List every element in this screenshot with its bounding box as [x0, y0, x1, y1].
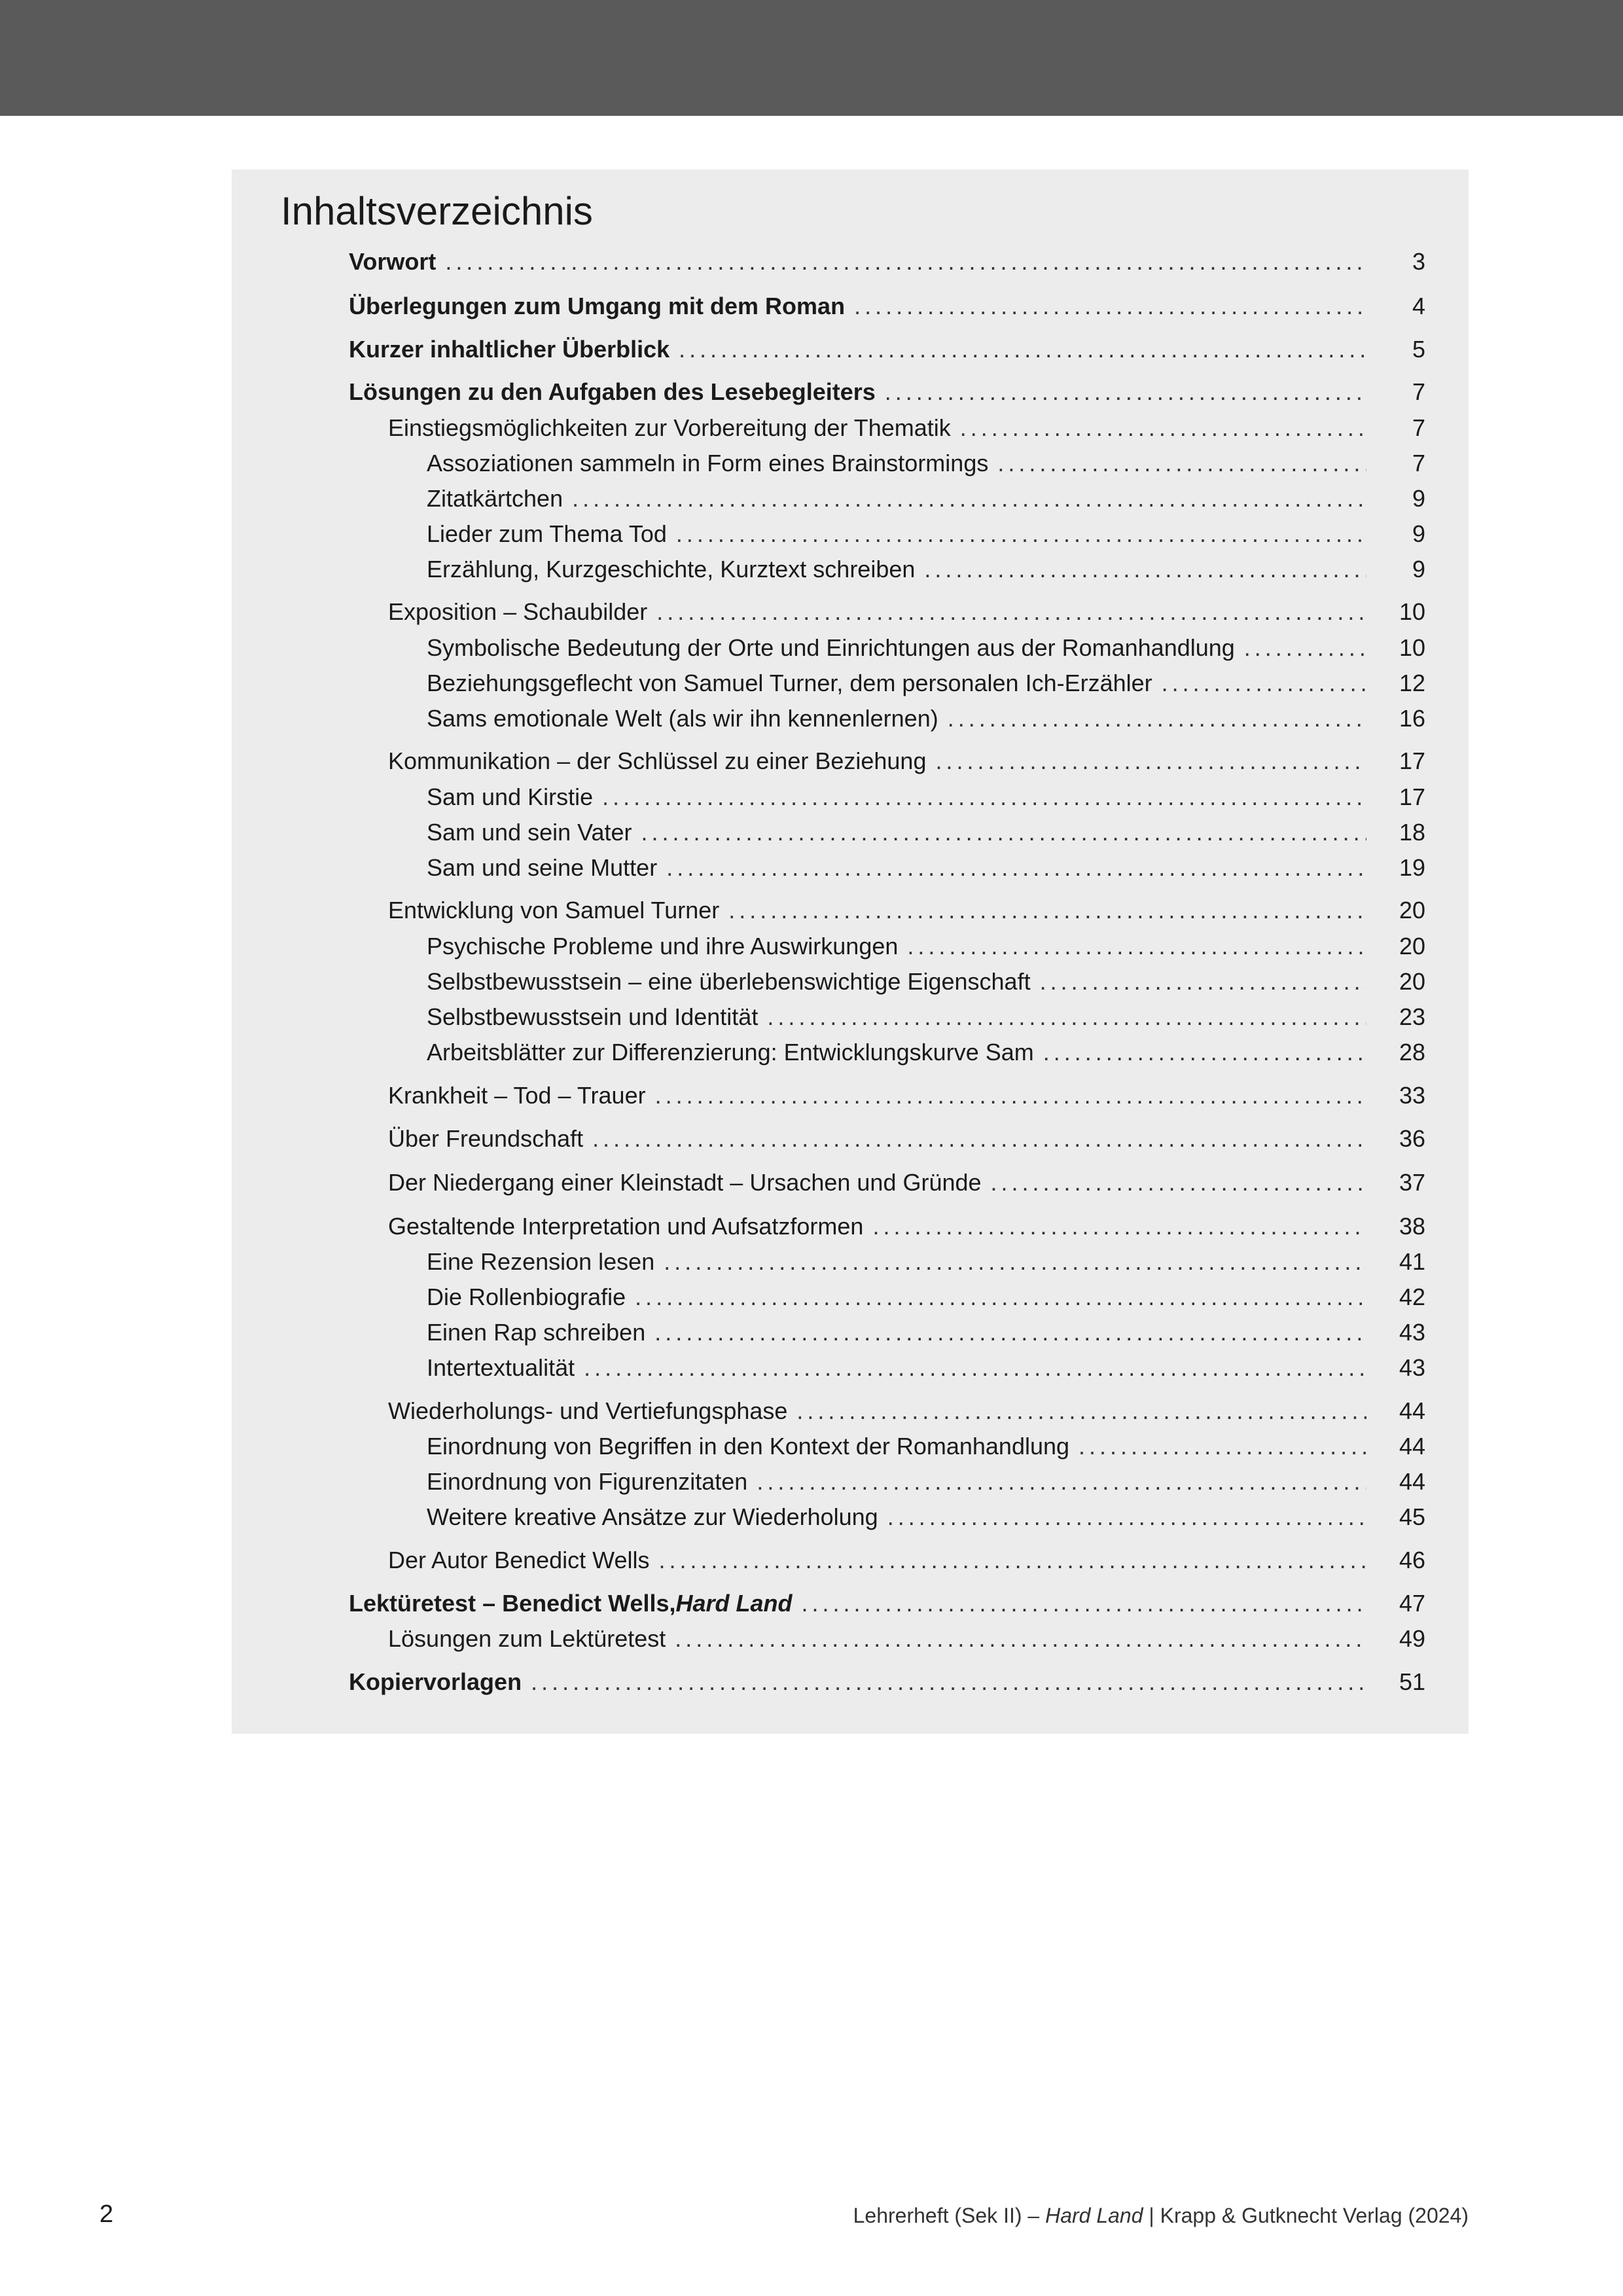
toc-leader-dots — [635, 1280, 1366, 1315]
toc-entry-label: Entwicklung von Samuel Turner — [388, 897, 720, 924]
toc-entry — [427, 630, 1425, 666]
toc-entry-label: Symbolische Bedeutung der Orte und Einrichtungen aus der Romanhandlung — [427, 634, 1235, 661]
toc-entry-page: 19 — [1399, 854, 1425, 881]
toc-entry — [427, 1244, 1425, 1280]
toc-leader-dots — [592, 1121, 1366, 1157]
toc-entry — [349, 1664, 1425, 1700]
toc-leader-dots — [666, 850, 1366, 886]
toc-entry-label: Vorwort — [349, 248, 437, 275]
toc-entry — [427, 850, 1425, 886]
toc-leader-dots — [767, 999, 1366, 1035]
toc-entry — [427, 999, 1425, 1035]
toc-leader-dots — [641, 815, 1366, 850]
toc-entry-page: 18 — [1399, 819, 1425, 846]
toc-entry — [388, 893, 1425, 928]
footer-book-title: Hard Land — [1045, 2204, 1143, 2227]
toc-entry-page: 43 — [1399, 1354, 1425, 1381]
toc-entry-page: 42 — [1399, 1283, 1425, 1310]
toc-entry — [427, 1350, 1425, 1386]
toc-entry — [427, 666, 1425, 701]
toc-entry-page: 45 — [1399, 1503, 1425, 1530]
toc-entry — [388, 1621, 1425, 1657]
toc-entry-label: Zitatkärtchen — [427, 485, 563, 512]
toc-entry-page: 51 — [1399, 1668, 1425, 1695]
toc-leader-dots — [757, 1464, 1366, 1499]
page-number: 2 — [99, 2200, 114, 2228]
toc-entry-label: Einordnung von Begriffen in den Kontext der Romanhandlung — [427, 1433, 1070, 1460]
toc-entry — [427, 780, 1425, 815]
toc-leader-dots — [924, 552, 1366, 587]
toc-entry-page: 9 — [1412, 556, 1425, 583]
toc-leader-dots — [676, 516, 1366, 552]
toc-entry-page: 49 — [1399, 1625, 1425, 1652]
page-title: Inhaltsverzeichnis — [281, 189, 593, 233]
toc-entry — [388, 410, 1425, 446]
toc-entry — [388, 1209, 1425, 1244]
toc-entry-page: 9 — [1412, 520, 1425, 547]
toc-entry-label: Eine Rezension lesen — [427, 1248, 655, 1275]
toc-entry-label: Weitere kreative Ansätze zur Wiederholung — [427, 1503, 878, 1530]
footer-suffix: | Krapp & Gutknecht Verlag (2024) — [1143, 2204, 1469, 2227]
footer-prefix: Lehrerheft (Sek II) – — [853, 2204, 1046, 2227]
toc-entry — [427, 1464, 1425, 1499]
toc-entry-label: Lösungen zum Lektüretest — [388, 1625, 666, 1652]
toc-leader-dots — [960, 410, 1366, 446]
toc-entry — [427, 1280, 1425, 1315]
toc-entry — [349, 1586, 1425, 1621]
toc-entry-label: Lösungen zu den Aufgaben des Lesebegleiters — [349, 378, 876, 405]
toc-entry-page: 10 — [1399, 634, 1425, 661]
toc-entry-page: 7 — [1412, 414, 1425, 441]
toc-entry-label: Assoziationen sammeln in Form eines Brainstormings — [427, 450, 989, 476]
toc-entry-page: 10 — [1399, 598, 1425, 625]
toc-leader-dots — [1043, 1035, 1366, 1070]
toc-entry-label: Kopiervorlagen — [349, 1668, 522, 1695]
toc-entry-label: Einen Rap schreiben — [427, 1319, 646, 1346]
toc-leader-dots — [935, 744, 1366, 779]
toc-entry — [427, 701, 1425, 736]
toc-entry-page: 44 — [1399, 1468, 1425, 1495]
toc-leader-dots — [654, 1315, 1366, 1350]
toc-entry-label: Selbstbewusstsein und Identität — [427, 1003, 758, 1030]
toc-leader-dots — [675, 1621, 1366, 1657]
toc-leader-dots — [885, 374, 1366, 410]
toc-entry-label: Der Niedergang einer Kleinstadt – Ursachen und Gründe — [388, 1169, 982, 1196]
toc-entry-label-italic: Hard Land — [675, 1590, 793, 1617]
toc-entry-label: Lieder zum Thema Tod — [427, 520, 667, 547]
toc-entry-page: 23 — [1399, 1003, 1425, 1030]
toc-entry-page: 4 — [1412, 293, 1425, 319]
toc-leader-dots — [948, 701, 1366, 736]
toc-entry — [427, 552, 1425, 587]
toc-entry-page: 17 — [1399, 747, 1425, 774]
toc-leader-dots — [802, 1586, 1366, 1621]
toc-leader-dots — [854, 289, 1366, 324]
toc-entry — [388, 594, 1425, 630]
toc-entry — [388, 1121, 1425, 1157]
toc-entry-label: Die Rollenbiografie — [427, 1283, 626, 1310]
toc-entry — [427, 964, 1425, 999]
toc-leader-dots — [1079, 1429, 1366, 1464]
toc-entry-label: Krankheit – Tod – Trauer — [388, 1082, 646, 1109]
toc-entry — [427, 1429, 1425, 1464]
toc-leader-dots — [887, 1499, 1366, 1535]
toc-entry-page: 44 — [1399, 1433, 1425, 1460]
toc-leader-dots — [664, 1244, 1366, 1280]
toc-entry — [349, 332, 1425, 367]
toc-leader-dots — [991, 1165, 1366, 1200]
toc-entry-page: 20 — [1399, 933, 1425, 960]
toc-leader-dots — [872, 1209, 1366, 1244]
toc-entry-page: 37 — [1399, 1169, 1425, 1196]
toc-leader-dots — [656, 594, 1366, 630]
toc-entry-label: Einordnung von Figurenzitaten — [427, 1468, 748, 1495]
toc-leader-dots — [572, 481, 1366, 516]
toc-entry-label: Kurzer inhaltlicher Überblick — [349, 336, 670, 363]
toc-leader-dots — [531, 1664, 1366, 1700]
toc-entry-page: 47 — [1399, 1590, 1425, 1617]
toc-entry — [388, 744, 1425, 779]
toc-entry — [388, 1393, 1425, 1429]
toc-leader-dots — [679, 332, 1366, 367]
toc-leader-dots — [659, 1543, 1366, 1578]
toc-leader-dots — [445, 244, 1366, 279]
toc-entry-page: 46 — [1399, 1547, 1425, 1573]
toc-entry-label: Lektüretest – Benedict Wells, — [349, 1590, 676, 1617]
toc-entry-label: Sam und seine Mutter — [427, 854, 658, 881]
toc-entry-label: Beziehungsgeflecht von Samuel Turner, dem personalen Ich-Erzähler — [427, 670, 1152, 696]
toc-leader-dots — [728, 893, 1366, 928]
toc-entry-label: Über Freundschaft — [388, 1125, 584, 1152]
toc-entry-page: 7 — [1412, 450, 1425, 476]
toc-entry-page: 12 — [1399, 670, 1425, 696]
toc-leader-dots — [997, 446, 1366, 481]
toc-entry-page: 20 — [1399, 897, 1425, 924]
toc-entry — [427, 1315, 1425, 1350]
toc-entry-label: Selbstbewusstsein – eine überlebenswichtige Eigenschaft — [427, 968, 1031, 995]
toc-entry-page: 9 — [1412, 485, 1425, 512]
toc-entry — [427, 516, 1425, 552]
toc-entry-page: 16 — [1399, 705, 1425, 732]
toc-entry-page: 36 — [1399, 1125, 1425, 1152]
toc-entry-label: Sams emotionale Welt (als wir ihn kennenlernen) — [427, 705, 938, 732]
toc-entry-label: Überlegungen zum Umgang mit dem Roman — [349, 293, 846, 319]
toc-entry-label: Sam und Kirstie — [427, 783, 594, 810]
toc-entry-page: 20 — [1399, 968, 1425, 995]
toc-entry-label: Psychische Probleme und ihre Auswirkungen — [427, 933, 899, 960]
toc-leader-dots — [907, 929, 1366, 964]
toc-entry-label: Einstiegsmöglichkeiten zur Vorbereitung der Thematik — [388, 414, 951, 441]
toc-entry — [388, 1078, 1425, 1113]
toc-leader-dots — [655, 1078, 1366, 1113]
toc-entry-page: 7 — [1412, 378, 1425, 405]
toc-entry-label: Intertextualität — [427, 1354, 575, 1381]
toc-entry-page: 43 — [1399, 1319, 1425, 1346]
toc-leader-dots — [602, 780, 1366, 815]
toc-leader-dots — [1162, 666, 1366, 701]
toc-entry-page: 33 — [1399, 1082, 1425, 1109]
toc-entry — [427, 446, 1425, 481]
toc-entry-label: Wiederholungs- und Vertiefungsphase — [388, 1397, 788, 1424]
toc-entry-label: Gestaltende Interpretation und Aufsatzformen — [388, 1213, 864, 1240]
toc-leader-dots — [584, 1350, 1366, 1386]
toc-leader-dots — [1040, 964, 1366, 999]
toc-entry-label: Kommunikation – der Schlüssel zu einer Beziehung — [388, 747, 927, 774]
toc-entry-label: Erzählung, Kurzgeschichte, Kurztext schreiben — [427, 556, 916, 583]
toc-entry-label: Exposition – Schaubilder — [388, 598, 648, 625]
toc-entry-page: 28 — [1399, 1039, 1425, 1066]
toc-entry — [349, 289, 1425, 324]
toc-entry-page: 41 — [1399, 1248, 1425, 1275]
footer-citation — [853, 2199, 1469, 2232]
toc-entry — [427, 815, 1425, 850]
toc-entry — [388, 1543, 1425, 1578]
toc-entry-page: 5 — [1412, 336, 1425, 363]
toc-entry-page: 44 — [1399, 1397, 1425, 1424]
toc-entry — [388, 1165, 1425, 1200]
toc-leader-dots — [1244, 630, 1366, 666]
toc-entry — [427, 929, 1425, 964]
toc-entry-label: Arbeitsblätter zur Differenzierung: Entwicklungskurve Sam — [427, 1039, 1034, 1066]
toc-entry — [427, 481, 1425, 516]
toc-leader-dots — [796, 1393, 1366, 1429]
toc-entry — [349, 374, 1425, 410]
toc-entry — [349, 244, 1425, 279]
toc-entry — [427, 1499, 1425, 1535]
toc-entry-page: 3 — [1412, 248, 1425, 275]
toc-entry-label: Sam und sein Vater — [427, 819, 632, 846]
toc-entry-label: Der Autor Benedict Wells — [388, 1547, 650, 1573]
toc-entry-page: 17 — [1399, 783, 1425, 810]
toc-entry-page: 38 — [1399, 1213, 1425, 1240]
toc-entry — [427, 1035, 1425, 1070]
